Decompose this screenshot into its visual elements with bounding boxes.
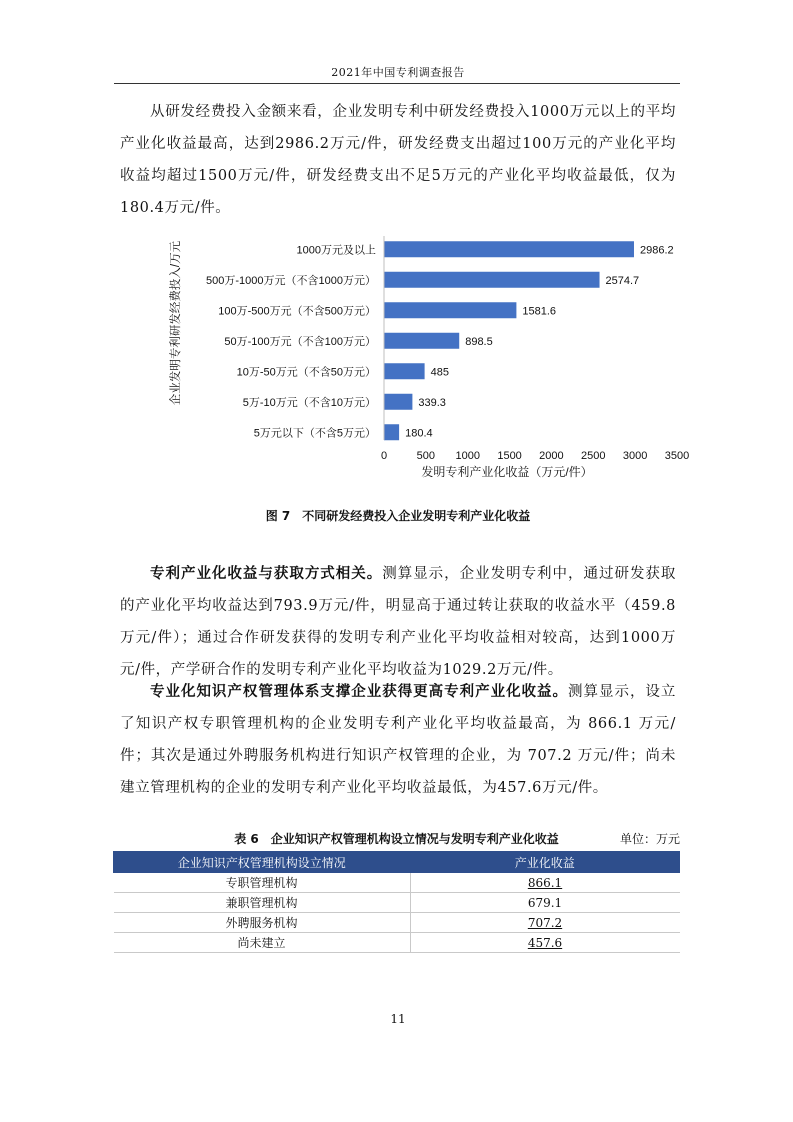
table-unit: 单位：万元 [619,832,680,846]
data-label: 2986.2 [639,244,674,257]
table-row [114,933,680,953]
ip-management-table [113,851,680,953]
table-cell-value-text: 679.1 [527,895,563,910]
table-header-cell: 产业化收益 [410,852,680,873]
data-label: 339.3 [418,396,446,409]
bar [384,333,459,349]
table-row [114,893,680,913]
table-header-cell: 企业知识产权管理机构设立情况 [114,852,411,873]
data-label: 898.5 [465,335,493,348]
table-cell-value [410,893,680,913]
table-header-row [114,852,680,873]
table-title-bar [113,830,680,850]
paragraph-acquisition [120,558,676,686]
bar [384,302,516,318]
paragraph-ip-management [120,676,676,804]
data-label: 485 [430,366,449,379]
bar [384,272,600,288]
x-tick-label: 3000 [622,450,648,462]
paragraph-ip-management-lead: 专业化知识产权管理体系支撑企业获得更高专利产业化收益。 [150,684,569,700]
x-tick-label: 1500 [497,450,522,462]
bar [384,424,399,440]
page-number: 11 [390,1012,406,1026]
header-rule [114,83,680,84]
paragraph-rd-investment: 从研发经费投入金额来看，企业发明专利中研发经费投入1000万元以上的平均产业化收益最高，达到2986.2万元/件，研发经费支出超过100万元的产业化平均收益均超过1500万元/件，研发经费支出不足5万元的产业化平均收益最低，仅为180.4万元/件。 [120,104,676,216]
x-tick-label: 3500 [664,450,690,462]
table-row [114,873,680,893]
category-label: 5万-10万元（不含10万元） [242,396,376,409]
x-tick-label: 500 [416,450,436,462]
category-label: 500万-1000万元（不含1000万元） [206,274,376,287]
table-cell-value-text: 457.6 [527,935,563,950]
table-row [114,913,680,933]
category-label: 1000万元及以上 [296,244,376,257]
table-cell-value-text: 707.2 [527,915,563,930]
table-cell-category: 兼职管理机构 [114,893,411,913]
bar [384,363,425,379]
category-label: 50万-100万元（不含100万元） [224,335,376,348]
table-cell-category: 外聘服务机构 [114,913,411,933]
table-cell-value [410,913,680,933]
paragraph-acquisition-lead: 专利产业化收益与获取方式相关。 [150,566,383,582]
bar [384,241,634,257]
x-tick-label: 0 [380,450,388,462]
y-axis-title: 企业发明专利研发经费投入/万元 [170,240,182,406]
category-label: 10万-50万元（不含50万元） [236,366,376,379]
table-cell-category: 专职管理机构 [114,873,411,893]
bar [384,394,412,410]
bar-chart [165,228,695,488]
paragraph-acquisition-body: 测算显示，企业发明专利中，通过研发获取的产业化平均收益达到793.9万元/件，明显高于通过转让获取的收益水平（459.8 万元/件）；通过合作研发获得的发明专利产业化平均收益相对较高，达到1000万元/件，产学研合作的发明专利产业化平均收益为1029.2万元/件。 [120,566,677,678]
x-axis-title: 发明专利产业化收益（万元/件） [421,465,593,479]
x-tick-label: 2500 [581,450,606,462]
page-header: 2021年中国专利调查报告 [331,66,465,79]
paragraph-ip-management-body: 测算显示，设立了知识产权专职管理机构的企业发明专利产业化平均收益最高，为 866.1 万元/件；其次是通过外聘服务机构进行知识产权管理的企业，为 707.2 万元/件；尚未建立管理机构的企业的发明专利产业化平均收益最低，为457.6万元/件。 [120,684,677,796]
x-tick-label: 1000 [455,450,480,462]
table-title: 表 6 企业知识产权管理机构设立情况与发明专利产业化收益 [234,832,559,846]
x-tick-label: 2000 [539,450,564,462]
data-label: 2574.7 [605,274,640,287]
bar-chart-svg [165,228,695,488]
table-cell-value [410,933,680,953]
category-label: 5万元以下（不含5万元） [253,427,376,440]
data-label: 1581.6 [522,305,557,318]
data-label: 180.4 [405,427,433,440]
table-cell-category: 尚未建立 [114,933,411,953]
table-cell-value-text: 866.1 [527,875,563,890]
table-cell-value [410,873,680,893]
category-label: 100万-500万元（不含500万元） [218,305,376,318]
figure-caption: 图 7 不同研发经费投入企业发明专利产业化收益 [265,509,531,523]
